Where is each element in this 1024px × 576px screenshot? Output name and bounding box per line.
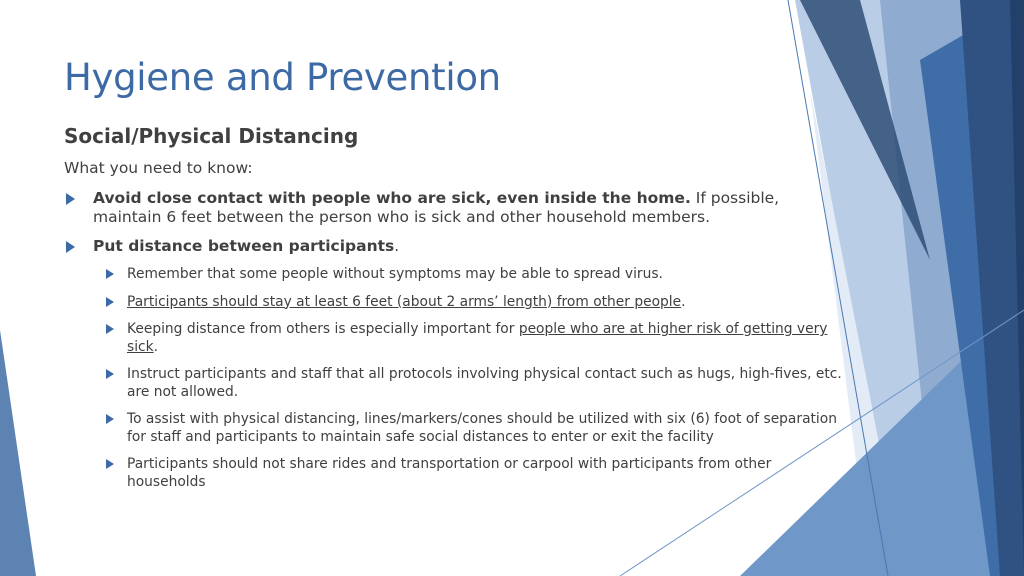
bullet-arrow-icon	[66, 193, 75, 205]
bullet-arrow-icon	[106, 297, 114, 307]
sub-bullet-text: .	[681, 293, 686, 310]
bullet-bold-text: Avoid close contact with people who are sick, even inside the home.	[93, 189, 691, 207]
sub-bullet-text: Remember that some people without symptoms may be able to spread virus.	[127, 266, 663, 282]
bullet-arrow-icon	[106, 459, 114, 469]
sub-bullet-link[interactable]: people who are at higher risk of getting very sick	[127, 321, 828, 355]
slide-subtitle: Social/Physical Distancing	[64, 124, 359, 148]
intro-text: What you need to know:	[64, 159, 253, 177]
sub-bullet-item	[64, 366, 844, 401]
bullet-item	[64, 237, 844, 256]
bullet-arrow-icon	[66, 241, 75, 253]
sub-bullet-link[interactable]: Participants should stay at least 6 feet (about 2 arms’ length) from other people	[127, 293, 682, 310]
bullet-list	[64, 189, 844, 501]
bullet-arrow-icon	[106, 369, 114, 379]
sub-bullet-item	[64, 411, 844, 446]
sub-bullet-text: .	[153, 338, 158, 355]
bullet-arrow-icon	[106, 269, 114, 279]
sub-bullet-text: Participants should not share rides and transportation or carpool with participants from other households	[127, 456, 772, 490]
bullet-text: .	[394, 237, 400, 255]
bullet-arrow-icon	[106, 414, 114, 424]
sub-bullet-text: Keeping distance from others is especially important for	[127, 321, 519, 337]
sub-bullet-item	[64, 456, 844, 491]
bullet-bold-text: Put distance between participants	[93, 237, 395, 255]
bullet-arrow-icon	[106, 324, 114, 334]
sub-bullet-item	[64, 294, 844, 312]
sub-bullet-text: To assist with physical distancing, lines/markers/cones should be utilized with six (6) foot of separation for staff and participants to maintain safe social distances to enter or exit the facility	[127, 411, 837, 445]
deco-left-sliver	[0, 330, 36, 576]
slide-title: Hygiene and Prevention	[64, 56, 501, 99]
sub-bullet-item	[64, 266, 844, 284]
bullet-text: If possible, maintain 6 feet between the person who is sick and other household members.	[93, 189, 780, 226]
sub-bullet-item	[64, 321, 844, 356]
sub-bullet-text: Instruct participants and staff that all protocols involving physical contact such as hugs, high-fives, etc. are not allowed.	[127, 366, 842, 400]
bullet-item	[64, 189, 844, 227]
